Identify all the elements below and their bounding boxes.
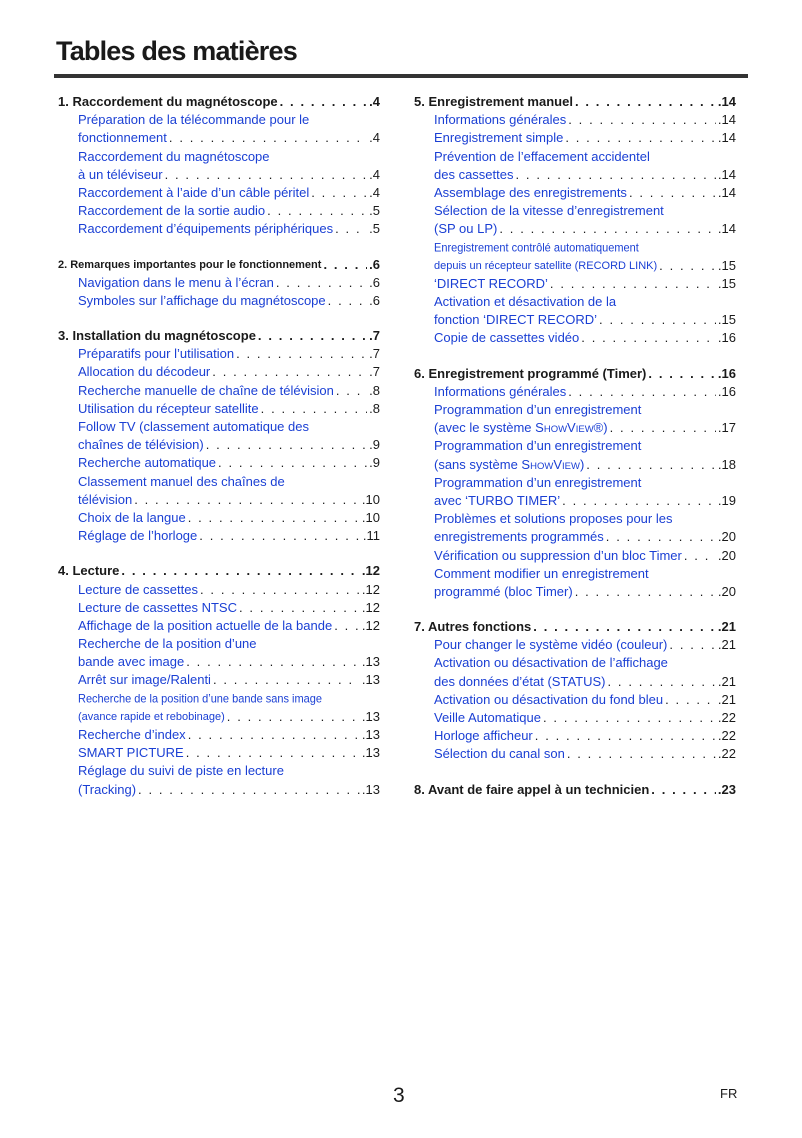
toc-entry[interactable]: enregistrements programmés . . . .20 (414, 528, 736, 546)
toc-entry[interactable]: des données d’état (STATUS) . . . .21 (414, 673, 736, 691)
spacer (58, 545, 380, 562)
toc-entry-text[interactable]: Programmation d’un enregistrement (434, 474, 642, 490)
toc-entry[interactable]: Raccordement de la sortie audio . . . .5 (58, 202, 380, 220)
spacer (58, 310, 380, 327)
spacer (414, 601, 736, 618)
spacer (414, 348, 736, 365)
toc-entry-text[interactable]: Prévention de l’effacement accidentel (434, 148, 650, 164)
toc-entry-text[interactable]: Activation et désactivation de la (434, 294, 617, 310)
toc-entry[interactable]: (sans système SHOWVIEW) . . . .18 (414, 456, 736, 474)
toc-section-3[interactable]: 3. Installation du magnétoscope . . . .7 (58, 327, 380, 345)
toc-entry[interactable]: Vérification ou suppression d’un bloc Timer . . . .20 (414, 547, 736, 565)
toc-entry[interactable]: chaînes de télévision) . . . .9 (58, 436, 380, 454)
page-number: 3 (393, 1084, 405, 1107)
toc-entry[interactable]: Informations générales . . . .16 (414, 383, 736, 401)
toc-entry[interactable]: (Tracking) . . . .13 (58, 781, 380, 799)
language-code: FR (720, 1086, 738, 1101)
toc-entry[interactable]: Recherche d’index . . . .13 (58, 726, 380, 744)
toc-entry[interactable]: fonctionnement . . . .4 (58, 129, 380, 147)
toc-entry-text[interactable]: Problèmes et solutions proposes pour les (434, 511, 673, 527)
toc-entry[interactable]: avec ‘TURBO TIMER’ . . . .19 (414, 492, 736, 510)
toc-entry[interactable]: Recherche automatique . . . .9 (58, 454, 380, 472)
toc-entry-text[interactable]: Raccordement du magnétoscope (78, 148, 270, 164)
toc-entry[interactable]: Préparatifs pour l’utilisation . . . .7 (58, 345, 380, 363)
toc-entry[interactable]: Réglage de l’horloge . . . .11 (58, 527, 380, 545)
toc-section-4[interactable]: 4. Lecture . . . .12 (58, 562, 380, 580)
toc-section-2[interactable]: 2. Remarques importantes pour le fonctionnement . . . .6 (58, 256, 380, 274)
toc-entry[interactable]: télévision . . . .10 (58, 491, 380, 509)
toc-entry-text[interactable]: Activation ou désactivation de l’affichage (434, 655, 668, 671)
toc-entry[interactable]: (SP ou LP) . . . .14 (414, 220, 736, 238)
toc-entry[interactable]: Utilisation du récepteur satellite . . . .8 (58, 400, 380, 418)
toc-entry-text[interactable]: Comment modifier un enregistrement (434, 565, 649, 581)
toc-entry[interactable]: Assemblage des enregistrements . . . .14 (414, 184, 736, 202)
toc-entry-text[interactable]: Classement manuel des chaînes de (78, 473, 285, 489)
toc-entry[interactable]: Pour changer le système vidéo (couleur) . . . .21 (414, 636, 736, 654)
toc-entry-text[interactable]: Préparation de la télécommande pour le (78, 112, 310, 128)
toc-section-5[interactable]: 5. Enregistrement manuel . . . .14 (414, 93, 736, 111)
toc-entry[interactable]: Lecture de cassettes . . . .12 (58, 581, 380, 599)
toc-section-1[interactable]: 1. Raccordement du magnétoscope . . . .4 (58, 93, 380, 111)
toc-entry[interactable]: Activation ou désactivation du fond bleu . . . .21 (414, 691, 736, 709)
toc-entry-text[interactable]: Enregistrement contrôlé automatiquement (434, 240, 639, 255)
toc-entry[interactable]: Recherche manuelle de chaîne de télévision . . . .8 (58, 382, 380, 400)
toc-entry-text[interactable]: Recherche de la position d’une bande sans image (78, 691, 322, 706)
toc-entry-text[interactable]: Recherche de la position d’une (78, 636, 257, 652)
spacer (414, 764, 736, 781)
toc-entry[interactable]: (avance rapide et rebobinage) . . . .13 (58, 708, 380, 726)
toc-entry[interactable]: Sélection du canal son . . . .22 (414, 745, 736, 763)
toc-entry[interactable]: Veille Automatique . . . .22 (414, 709, 736, 727)
toc-left-column (58, 93, 380, 799)
toc-entry[interactable]: des cassettes . . . .14 (414, 166, 736, 184)
toc-entry-text[interactable]: Programmation d’un enregistrement (434, 438, 642, 454)
toc-right-column (414, 93, 736, 799)
toc-entry[interactable]: Affichage de la position actuelle de la bande . . . .12 (58, 617, 380, 635)
toc-entry-text[interactable]: Follow TV (classement automatique des (78, 419, 309, 434)
toc-entry[interactable]: Horloge afficheur . . . .22 (414, 727, 736, 745)
toc-section-7[interactable]: 7. Autres fonctions . . . .21 (414, 618, 736, 636)
toc-entry[interactable]: (avec le système SHOWVIEW®) . . . .17 (414, 419, 736, 437)
toc-entry[interactable]: Informations générales . . . .14 (414, 111, 736, 129)
toc-entry[interactable]: Navigation dans le menu à l’écran . . . .6 (58, 274, 380, 292)
toc-entry[interactable]: ‘DIRECT RECORD’ . . . .15 (414, 275, 736, 293)
title-rule (54, 74, 748, 78)
toc-entry[interactable]: fonction ‘DIRECT RECORD’ . . . .15 (414, 311, 736, 329)
toc-entry[interactable]: SMART PICTURE . . . .13 (58, 744, 380, 762)
toc-entry[interactable]: Arrêt sur image/Ralenti . . . .13 (58, 671, 380, 689)
spacer (58, 239, 380, 256)
toc-entry[interactable]: Lecture de cassettes NTSC . . . .12 (58, 599, 380, 617)
toc-section-6[interactable]: 6. Enregistrement programmé (Timer) . . . .16 (414, 365, 736, 383)
toc-entry[interactable]: Allocation du décodeur . . . .7 (58, 363, 380, 381)
toc-entry-text[interactable]: Programmation d’un enregistrement (434, 402, 642, 417)
toc-entry-text[interactable]: Réglage du suivi de piste en lecture (78, 763, 284, 779)
toc-entry[interactable]: à un téléviseur . . . .4 (58, 166, 380, 184)
toc-entry[interactable]: Raccordement à l’aide d’un câble péritel . . . .4 (58, 184, 380, 202)
toc-entry[interactable]: depuis un récepteur satellite (RECORD LINK) . . . .15 (414, 257, 736, 275)
toc-entry[interactable]: Enregistrement simple . . . .14 (414, 129, 736, 147)
page-title: Tables des matières (56, 36, 297, 66)
toc-entry[interactable]: Raccordement d’équipements périphériques . . . .5 (58, 220, 380, 238)
toc-entry[interactable]: Symboles sur l’affichage du magnétoscope . . . .6 (58, 292, 380, 310)
toc-section-8[interactable]: 8. Avant de faire appel à un technicien . . . .23 (414, 781, 736, 799)
toc-entry[interactable]: Choix de la langue . . . .10 (58, 509, 380, 527)
toc-entry[interactable]: programmé (bloc Timer) . . . .20 (414, 583, 736, 601)
toc-entry[interactable]: Copie de cassettes vidéo . . . .16 (414, 329, 736, 347)
toc-entry-text[interactable]: Sélection de la vitesse d’enregistrement (434, 203, 664, 219)
toc-entry[interactable]: bande avec image . . . .13 (58, 653, 380, 671)
